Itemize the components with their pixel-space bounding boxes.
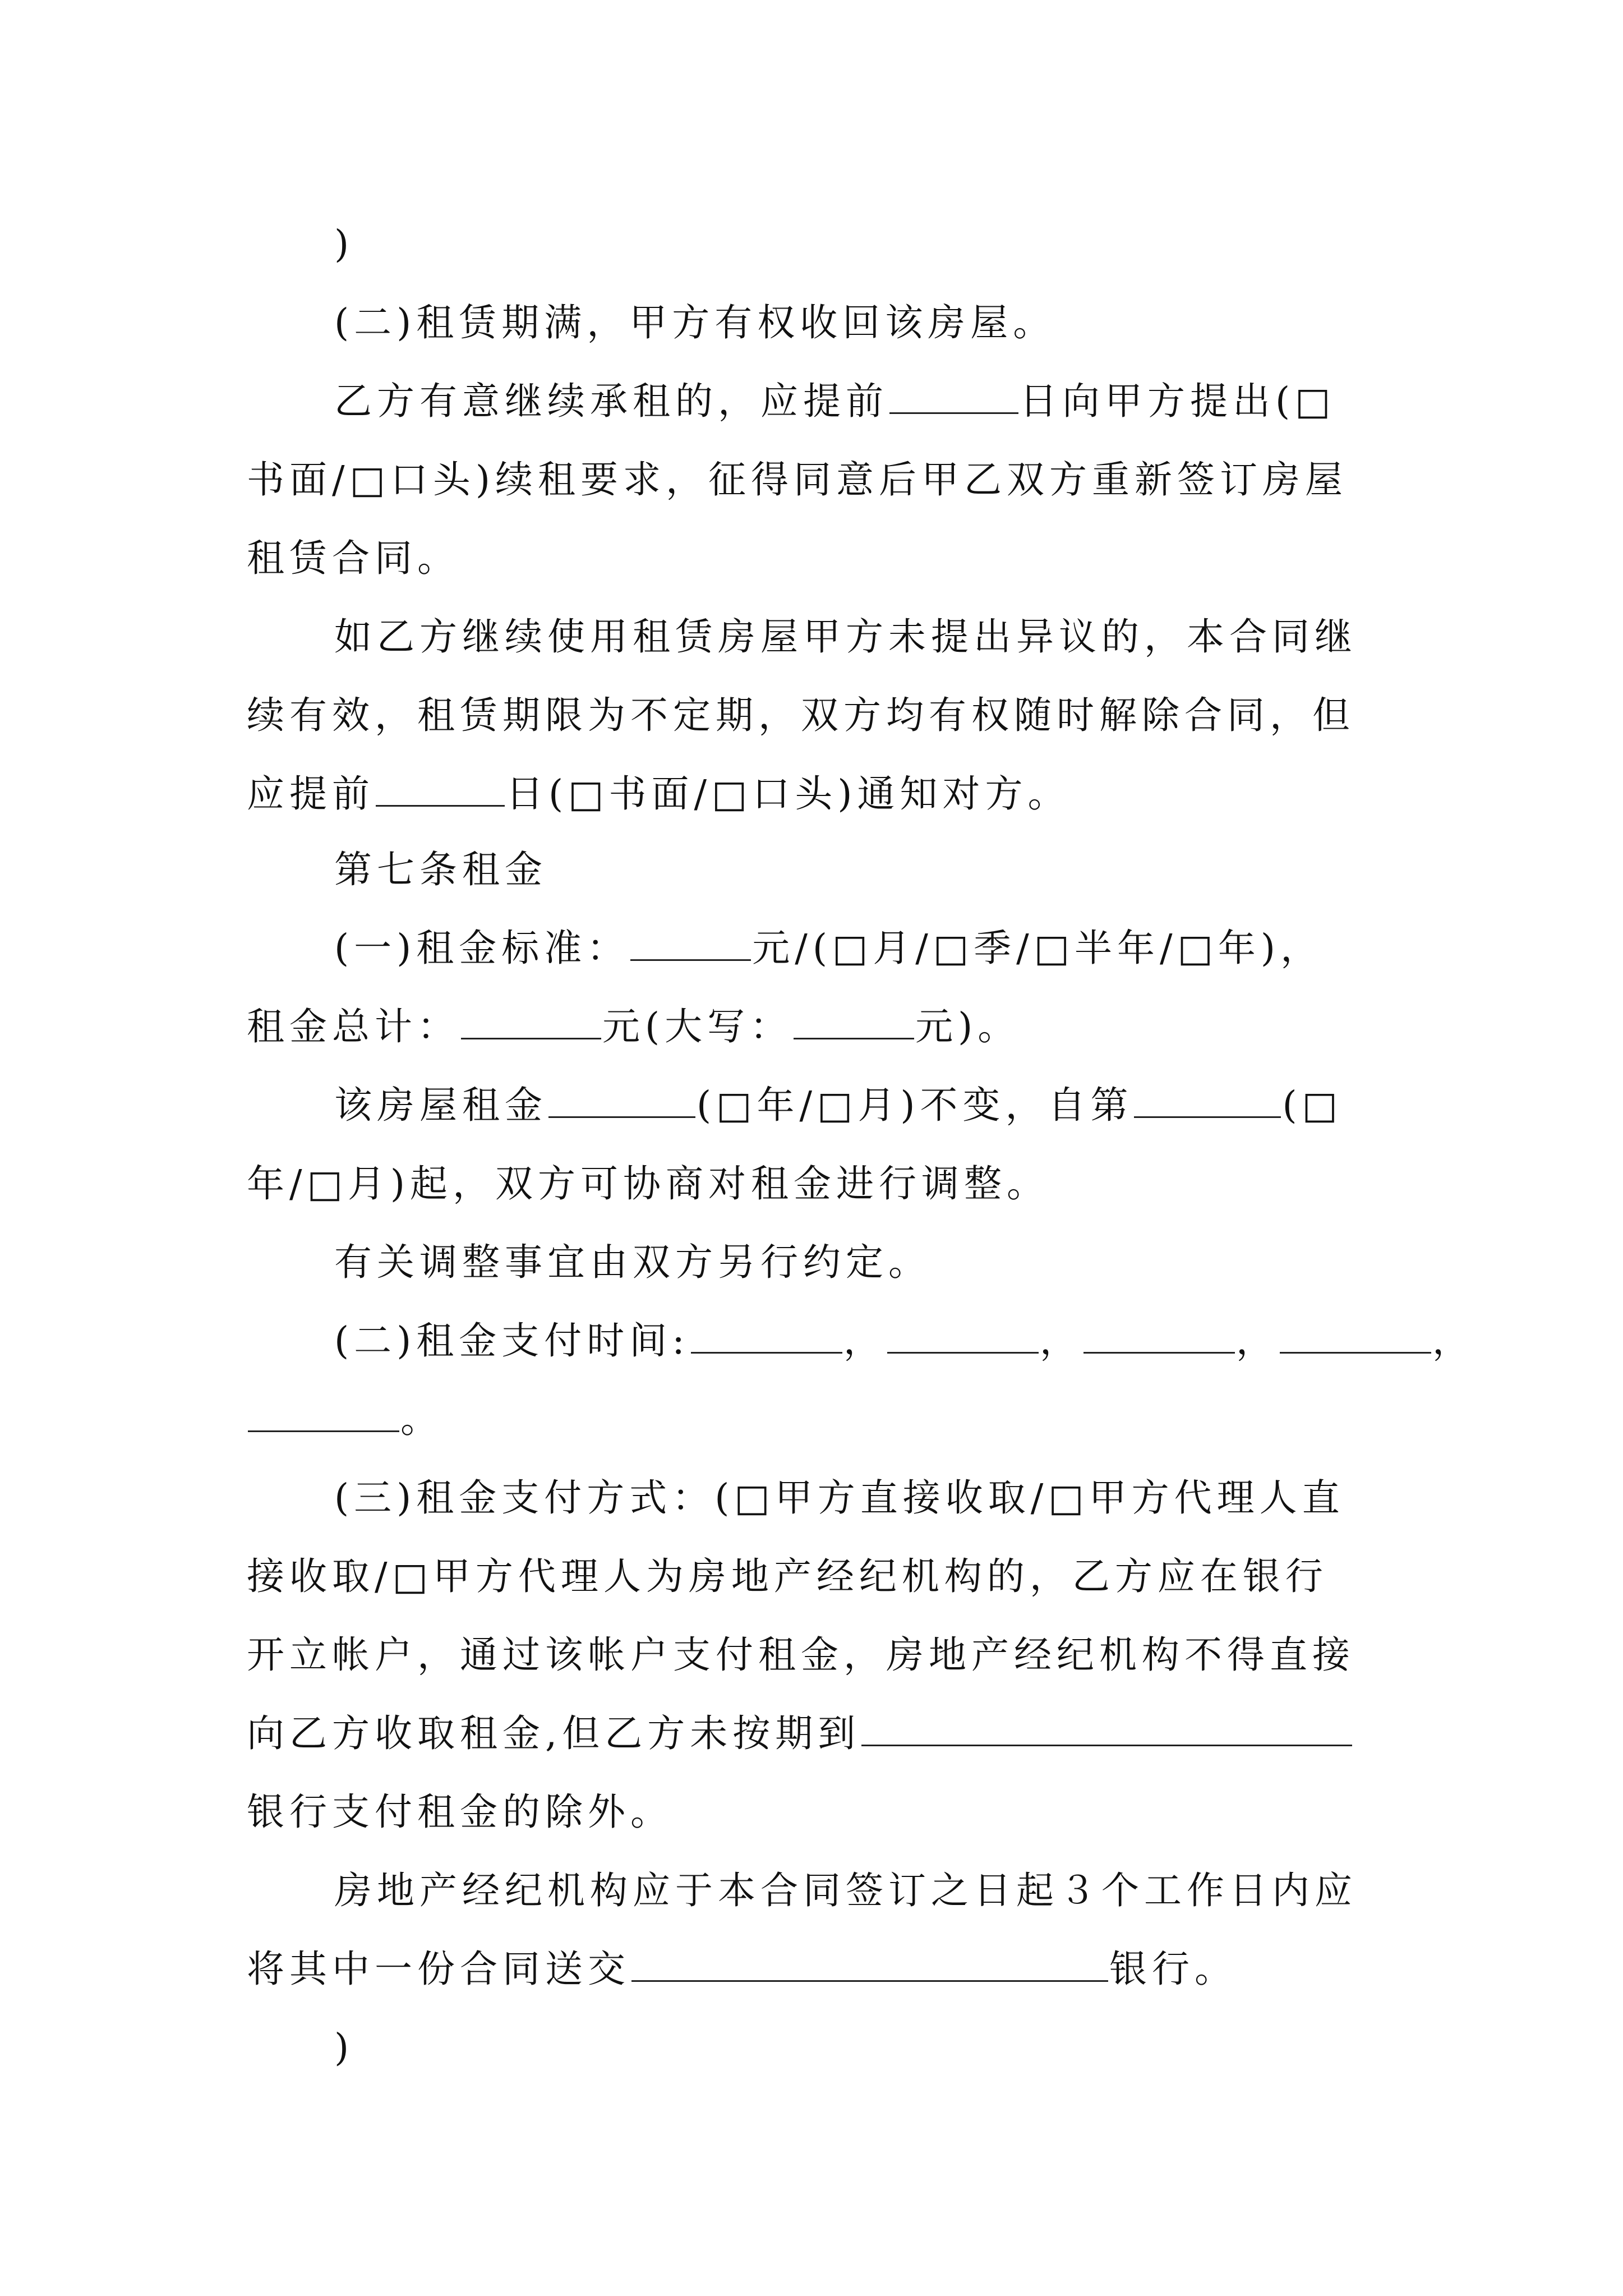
renewal-paragraph-line-1 [334, 376, 1335, 426]
text: 银行。 [1109, 1947, 1237, 1991]
bank-name-blank[interactable] [861, 1710, 1352, 1746]
text: 向乙方收取租金,但乙方未按期到 [247, 1711, 861, 1755]
text: 该房屋租金 [334, 1083, 547, 1127]
text: 如乙方继续使用租赁房屋甲方未提出异议的，本合同继 [334, 615, 1357, 659]
text: 接收取/□甲方代理人为房地产经纪机构的，乙方应在银行 [247, 1554, 1328, 1598]
rent-total-blank[interactable] [461, 1003, 601, 1039]
rent-unchanged-period-blank[interactable] [548, 1082, 695, 1118]
renewal-days-blank[interactable] [889, 378, 1018, 414]
text: (□ [1282, 1083, 1343, 1127]
rent-unchanged-line-2 [247, 1158, 1049, 1209]
text: 将其中一份合同送交 [247, 1947, 630, 1991]
payment-time-blank-3[interactable] [1083, 1317, 1235, 1354]
text: 有关调整事宜由双方另行约定。 [334, 1240, 931, 1284]
rent-unchanged-line-1 [334, 1080, 1343, 1130]
text: 应提前 [247, 772, 375, 816]
text: (三)租金支付方式：(□甲方直接收取/□甲方代理人直 [334, 1476, 1345, 1520]
payment-time-blank-1[interactable] [691, 1317, 842, 1354]
text: (二)租金支付时间: [334, 1319, 690, 1363]
agency-duty-line-2 [247, 1944, 1237, 1994]
text: 日向甲方提出(□ [1020, 379, 1336, 423]
text: (一)租金标准： [334, 926, 630, 970]
renewal-paragraph-line-3 [247, 533, 460, 583]
payment-method-line-1 [334, 1473, 1345, 1523]
text: 元)。 [915, 1005, 1021, 1048]
text: 租赁合同。 [247, 536, 460, 580]
text: ) [334, 222, 354, 266]
text: 房地产经纪机构应于本合同签订之日起３个工作日内应 [334, 1869, 1357, 1912]
text: 银行支付租金的除外。 [247, 1790, 673, 1834]
closing-paren-line-2 [334, 2022, 354, 2073]
separator: ， [1039, 1319, 1082, 1363]
notice-days-blank[interactable] [376, 770, 505, 807]
rent-total-uppercase-blank[interactable] [794, 1003, 914, 1039]
payment-method-line-4 [247, 1708, 1353, 1759]
payment-time-line [334, 1315, 1475, 1366]
payment-time-line-2 [247, 1394, 443, 1444]
payment-method-line-5 [247, 1787, 673, 1837]
text: 乙方有意继续承租的，应提前 [334, 379, 888, 423]
text: ) [334, 2026, 354, 2069]
payment-method-line-3 [247, 1630, 1355, 1680]
adjustment-agreement-line [334, 1237, 931, 1287]
text: 续有效，租赁期限为不定期，双方均有权随时解除合同，但 [247, 693, 1355, 737]
payment-time-blank-5[interactable] [248, 1396, 399, 1432]
text: 租金总计： [247, 1005, 460, 1048]
agency-duty-line-1 [334, 1865, 1357, 1916]
separator: ， [843, 1319, 886, 1363]
renewal-paragraph-line-2 [247, 454, 1348, 505]
payment-time-blank-4[interactable] [1280, 1317, 1431, 1354]
separator: ， [1235, 1319, 1279, 1363]
continued-use-line-2 [247, 690, 1355, 740]
text: (二)租赁期满，甲方有权收回该房屋。 [334, 301, 1056, 344]
text: 年/□月)起，双方可协商对租金进行调整。 [247, 1162, 1050, 1205]
text: 元/(□月/□季/□半年/□年)， [752, 926, 1324, 970]
text: 开立帐户，通过该帐户支付租金，房地产经纪机构不得直接 [247, 1633, 1355, 1677]
separator: ， [1432, 1319, 1475, 1363]
text: 第七条租金 [334, 848, 547, 891]
continued-use-line-3 [247, 769, 1070, 819]
text: 书面/□口头)续租要求，征得同意后甲乙双方重新签订房屋 [247, 458, 1348, 501]
rent-amount-blank[interactable] [630, 924, 751, 961]
payment-method-line-2 [247, 1551, 1328, 1602]
rent-adjust-from-blank[interactable] [1134, 1082, 1281, 1118]
payment-time-blank-2[interactable] [887, 1317, 1039, 1354]
continued-use-line-1 [334, 611, 1357, 662]
text: 元(大写： [602, 1005, 793, 1048]
rent-total-line [247, 1001, 1020, 1052]
rent-standard-line [334, 923, 1323, 973]
contract-bank-blank[interactable] [631, 1945, 1108, 1982]
closing-paren-line [334, 219, 354, 269]
clause-lease-expiry [334, 297, 1055, 348]
text: (□年/□月)不变，自第 [697, 1083, 1133, 1127]
text: 日(□书面/□口头)通知对方。 [506, 772, 1071, 816]
text: 。 [400, 1397, 443, 1441]
article-seven-heading [334, 844, 547, 895]
